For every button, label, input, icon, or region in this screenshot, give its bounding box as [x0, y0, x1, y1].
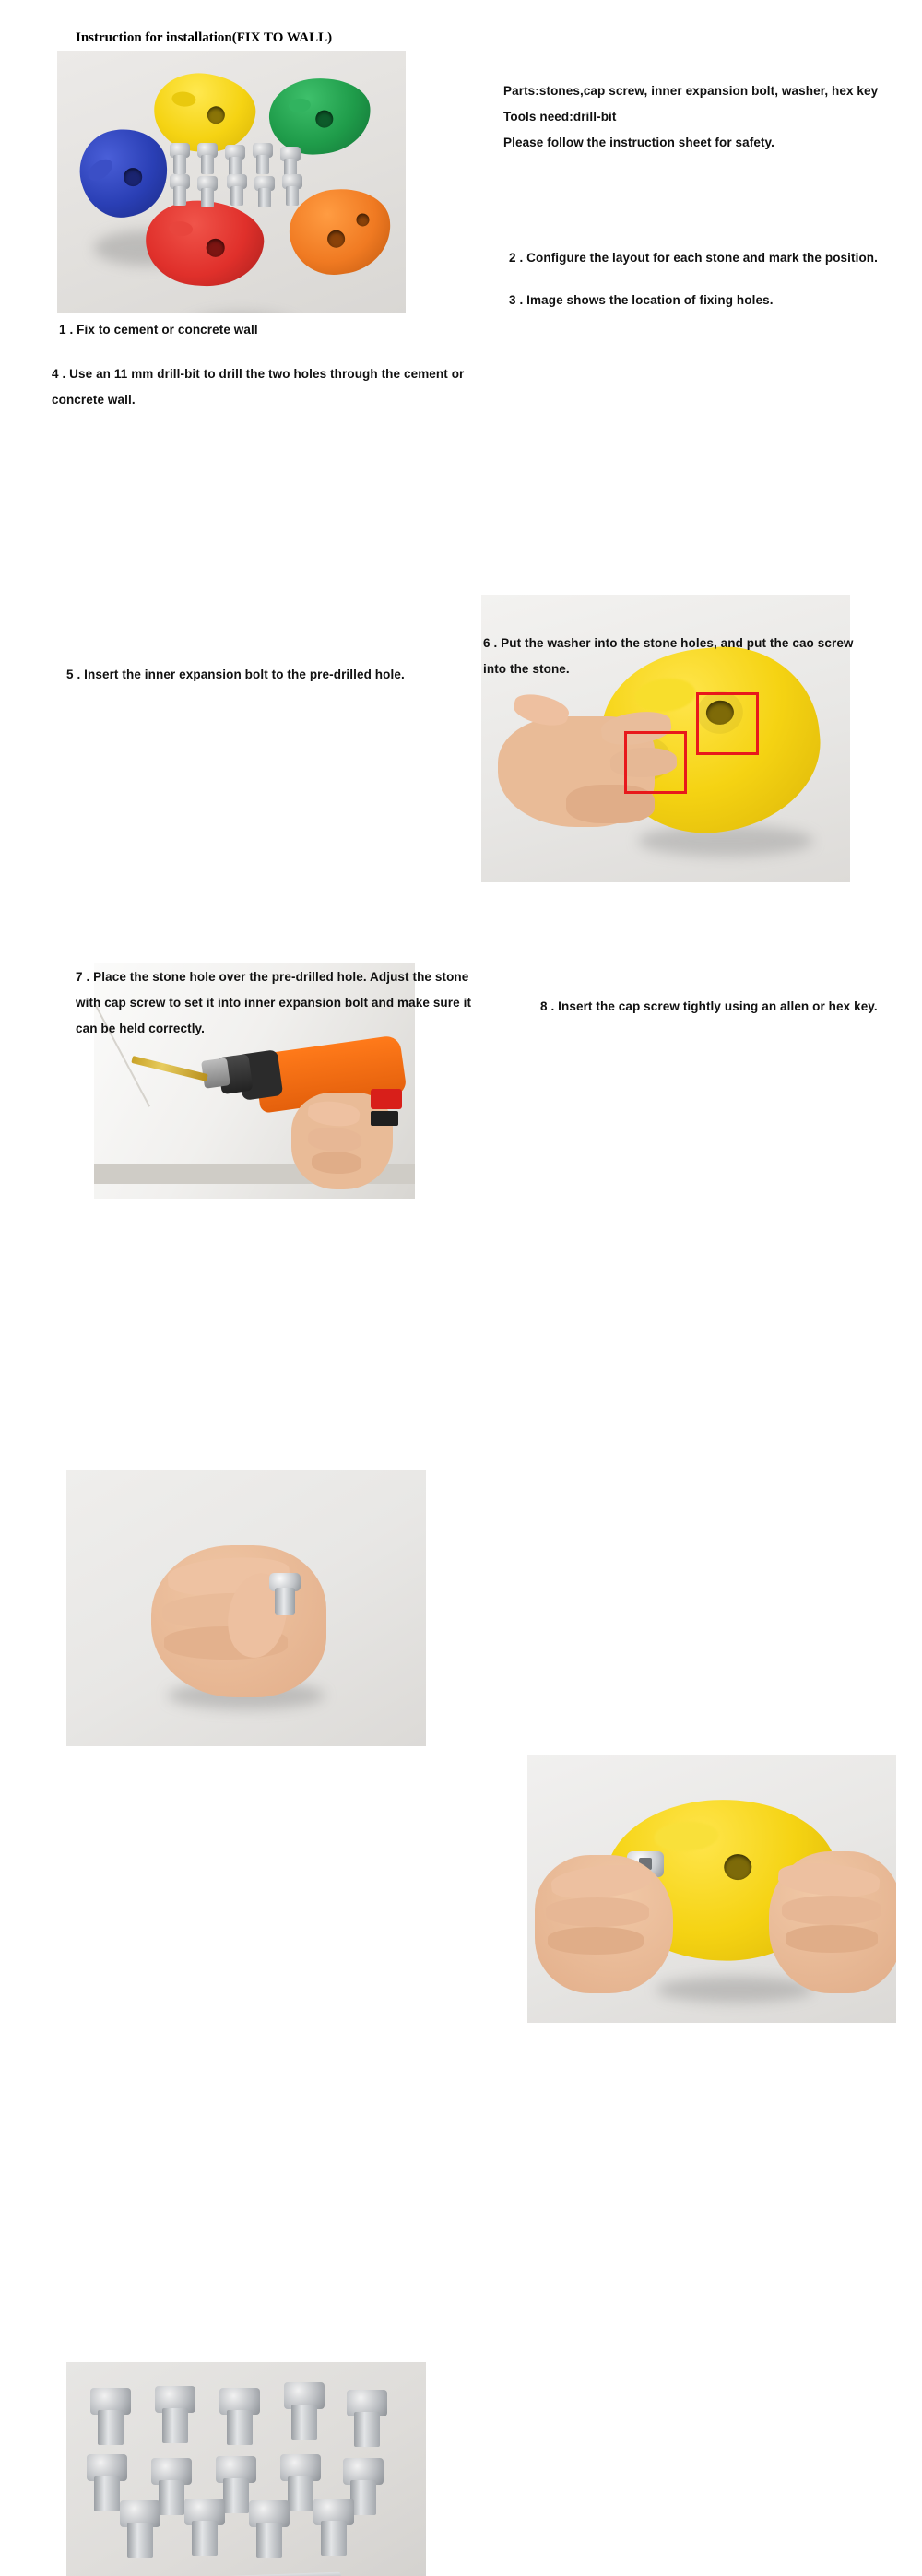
photo-hardware-kit	[66, 2362, 426, 2576]
marker-box-upper	[696, 692, 759, 755]
tools-line: Tools need:drill-bit	[503, 110, 617, 124]
caption-step-4: 4 . Use an 11 mm drill-bit to drill the two holes through the cement or concrete wall.	[52, 367, 465, 407]
photo-washer-screw	[527, 1755, 896, 2023]
photo-parts-overview	[57, 51, 406, 313]
safety-line: Please follow the instruction sheet for safety.	[503, 136, 775, 149]
expansion-bolt	[269, 1573, 301, 1615]
caption-step-2: 2 . Configure the layout for each stone and mark the position.	[509, 251, 878, 265]
caption-step-7: 7 . Place the stone hole over the pre-drilled hole. Adjust the stone with cap screw to set it into inner expansion bolt and make sure it can be held correctly.	[76, 970, 472, 1035]
photo-expansion-bolt	[66, 1470, 426, 1746]
caption-step-8: 8 . Insert the cap screw tightly using an allen or hex key.	[540, 999, 878, 1013]
marker-box-lower	[624, 731, 687, 794]
caption-step-3: 3 . Image shows the location of fixing holes.	[509, 293, 774, 307]
caption-step-5: 5 . Insert the inner expansion bolt to the pre-drilled hole.	[66, 668, 405, 681]
page-title: Instruction for installation(FIX TO WALL)	[76, 30, 333, 45]
caption-step-6: 6 . Put the washer into the stone holes, and put the cao screw into the stone.	[483, 636, 854, 676]
brand-badge	[371, 1089, 402, 1109]
caption-step-1: 1 . Fix to cement or concrete wall	[59, 323, 258, 337]
parts-line: Parts:stones,cap screw, inner expansion bolt, washer, hex key	[503, 84, 879, 98]
